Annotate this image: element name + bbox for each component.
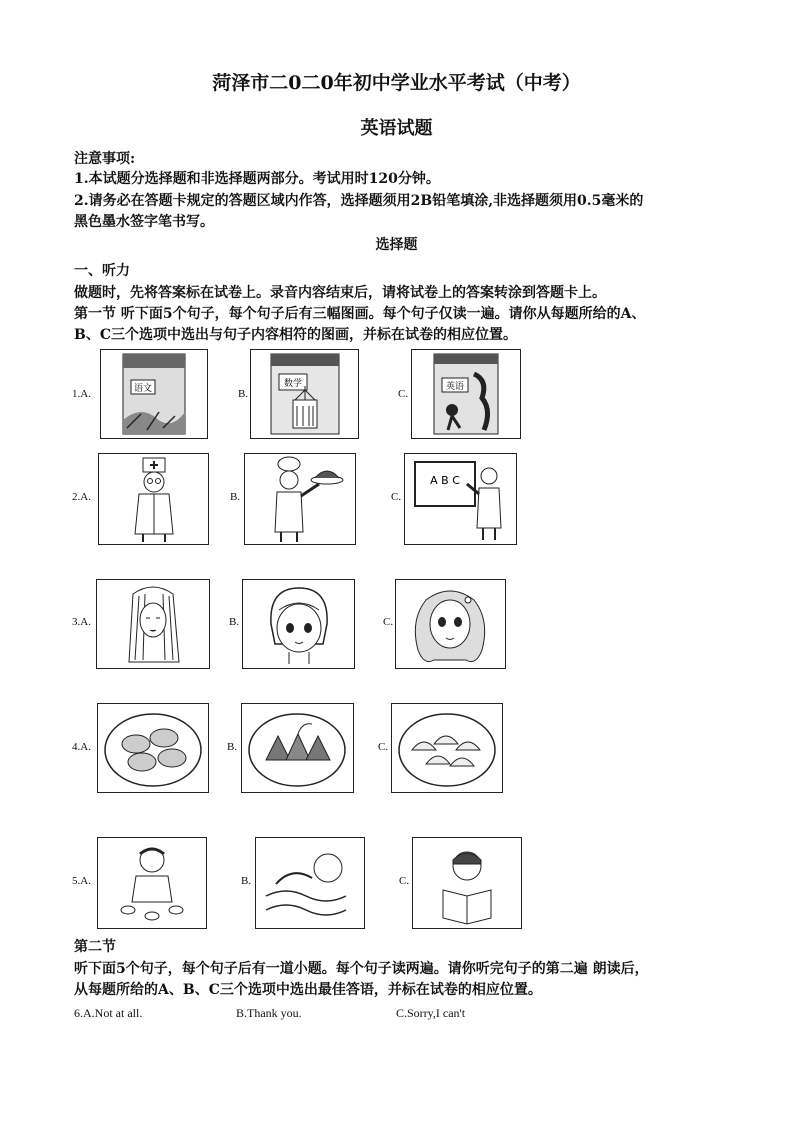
section-2-heading: 第二节 [74, 939, 116, 955]
book-title-chinese: 语文 [133, 384, 153, 394]
notice-item-2-line-1: 2.请务必在答题卡规定的答题区域内作答，选择题须用2B铅笔填涂,非选择题须用0.5毫米的 [74, 193, 644, 209]
book-title-math: 数学 [283, 379, 303, 389]
curly-hair-girl-icon[interactable] [395, 579, 506, 669]
q4-option-b-label: B. [227, 741, 238, 753]
section-2-instruction-line-1: 听下面5个句子，每个句子后有一道小题。每个句子读两遍。请你听完句子的第二遍 朗读后， [74, 961, 649, 977]
boy-swimming-icon[interactable] [255, 837, 365, 929]
mooncakes-plate-icon[interactable] [97, 703, 209, 793]
book-cover-chinese-icon[interactable] [100, 349, 208, 439]
q6-option-b[interactable]: B.Thank you. [236, 1006, 302, 1020]
section-2-instruction-line-2: 从每题所给的A、B、C三个选项中选出最佳答语，并标在试卷的相应位置。 [74, 982, 542, 998]
q6-option-a[interactable]: 6.A.Not at all. [74, 1006, 143, 1020]
notice-item-1: 1.本试题分选择题和非选择题两部分。考试用时120分钟。 [74, 171, 440, 187]
q2-option-a-label: 2.A. [72, 491, 91, 503]
book-cover-english-icon[interactable] [411, 349, 521, 439]
exam-title: 菏泽市二0二0年初中学业水平考试（中考） [212, 72, 581, 94]
q3-option-a-label: 3.A. [72, 616, 91, 628]
q2-option-b-label: B. [230, 491, 241, 503]
dumplings-plate-icon[interactable] [391, 703, 503, 793]
q2-option-c-label: C. [391, 491, 402, 503]
board-text: A B C [430, 474, 460, 487]
q3-option-c-label: C. [383, 616, 394, 628]
q4-option-a-label: 4.A. [72, 741, 91, 753]
section-label: 选择题 [375, 237, 418, 253]
zongzi-plate-icon[interactable] [241, 703, 354, 793]
q1-option-a-label: 1.A. [72, 388, 91, 400]
section-1-instruction-line-1: 第一节 听下面5个句子，每个句子后有三幅图画。每个句子仅读一遍。请你从每题所给的A、 [74, 306, 646, 322]
long-straight-hair-girl-icon[interactable] [96, 579, 210, 669]
q1-option-b-label: B. [238, 388, 249, 400]
short-hair-girl-icon[interactable] [242, 579, 355, 669]
q1-option-c-label: C. [398, 388, 409, 400]
boy-reading-icon[interactable] [412, 837, 522, 929]
q5-option-a-label: 5.A. [72, 875, 91, 887]
boy-playing-icon[interactable] [97, 837, 207, 929]
part-1-instruction: 做题时，先将答案标在试卷上。录音内容结束后，请将试卷上的答案转涂到答题卡上。 [74, 285, 606, 301]
q5-option-b-label: B. [241, 875, 252, 887]
q5-option-c-label: C. [399, 875, 410, 887]
notice-item-2-line-2: 黑色墨水签字笔书写。 [74, 214, 214, 230]
book-cover-math-icon[interactable] [250, 349, 359, 439]
q3-option-b-label: B. [229, 616, 240, 628]
teacher-icon[interactable] [404, 453, 517, 545]
section-1-instruction-line-2: B、C三个选项中选出与句子内容相符的图画，并标在试卷的相应位置。 [74, 327, 517, 343]
q4-option-c-label: C. [378, 741, 389, 753]
exam-subtitle: 英语试题 [360, 118, 433, 139]
doctor-icon[interactable] [98, 453, 209, 545]
part-1-heading: 一、听力 [74, 263, 130, 279]
q6-option-c[interactable]: C.Sorry,I can't [396, 1006, 466, 1020]
book-title-english: 英语 [445, 382, 465, 392]
chef-icon[interactable] [244, 453, 356, 545]
notice-heading: 注意事项: [74, 151, 136, 167]
